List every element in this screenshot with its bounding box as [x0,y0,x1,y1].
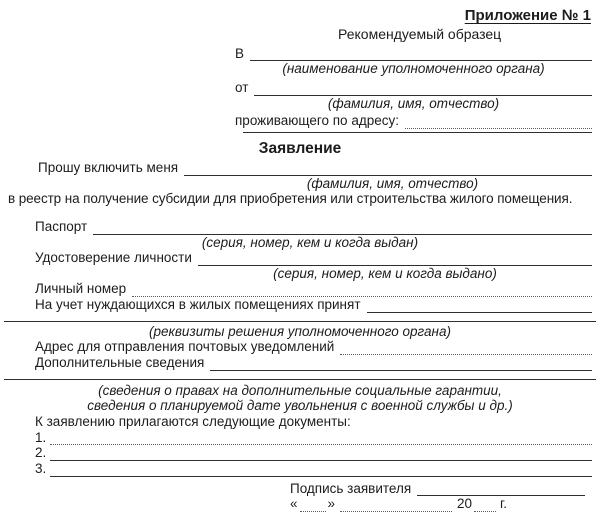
postal-address-field [35,339,592,355]
applicant-name-input-line[interactable] [254,83,592,96]
separator-line [4,321,596,322]
authority-field [235,46,592,62]
date-year-prefix: 20 [456,496,472,512]
decision-caption: (реквизиты решения уполномоченного органа) [149,323,451,339]
postal-address-input-line[interactable] [340,342,592,355]
personal-number-field [35,281,592,297]
guarantees-caption-line2: сведения о планируемой дате увольнения с военной службы и др.) [87,398,513,414]
applicant-name-field-label: от [235,79,249,95]
document-item-input-line-3[interactable] [50,464,592,477]
residing-address-input-line[interactable] [405,116,592,129]
identity-card-field [35,250,592,266]
date-year-suffix: г. [499,496,507,512]
residing-address-field-line2 [243,129,592,133]
documents-intro-text: К заявлению прилагаются следующие документы: [35,414,351,430]
document-list-item [35,430,592,446]
passport-input-line[interactable] [93,222,592,235]
personal-number-field-label: Личный номер [35,281,127,297]
authority-field-label: В [235,45,245,61]
appendix-heading [8,4,592,24]
additional-info-input-line[interactable] [210,358,592,371]
date-day-input-line[interactable] [300,499,326,512]
request-name-input-line[interactable] [184,163,592,176]
postal-address-field-label: Адрес для отправления почтовых уведомлений [35,339,335,355]
passport-field [35,219,592,235]
signature-field-label: Подпись заявителя [290,480,412,496]
request-caption: (фамилия, имя, отчество) [306,175,479,191]
authority-caption: (наименование уполномоченного органа) [282,61,545,77]
additional-info-field-label: Дополнительные сведения [35,355,205,371]
applicant-name-caption: (фамилия, имя, отчество) [327,95,500,111]
identity-card-field-label: Удостоверение личности [35,250,192,266]
signature-field [290,481,585,497]
document-item-input-line-2[interactable] [50,448,592,461]
residing-address-input-line2[interactable] [243,129,592,133]
housing-register-input-line[interactable] [367,300,592,313]
identity-card-input-line[interactable] [198,253,592,266]
document-item-number: 2. [35,445,47,461]
request-field [38,160,592,176]
personal-number-input-line[interactable] [132,284,592,297]
separator-line [4,379,596,380]
residing-address-label: проживающего по адресу: [235,113,399,129]
authority-caption-row [235,61,592,77]
date-open-quote: « [290,496,298,512]
housing-register-field [35,297,592,313]
date-close-quote: » [327,496,336,512]
document-item-number: 3. [35,461,47,477]
date-year-input-line[interactable] [474,499,496,512]
authority-input-line[interactable] [250,48,592,61]
passport-caption: (серия, номер, кем и когда выдан) [201,234,419,250]
identity-card-caption: (серия, номер, кем и когда выдано) [273,265,497,281]
recommended-sample-label: Рекомендуемый образец [338,26,502,43]
applicant-name-field [235,80,592,96]
request-caption-row [193,176,592,192]
additional-info-field [35,355,592,371]
date-field [290,496,507,512]
guarantees-caption-line1: (сведения о правах на дополнительные социальные гарантии, [98,382,502,398]
document-title: Заявление [258,139,342,157]
document-list-item [35,445,592,461]
request-field-label: Прошу включить меня [38,159,179,175]
passport-field-label: Паспорт [35,218,88,234]
document-item-input-line-1[interactable] [50,432,592,445]
residing-address-field [235,113,592,129]
document-item-number: 1. [35,429,47,445]
date-month-input-line[interactable] [340,499,452,512]
document-list-item [35,461,592,477]
signature-input-line[interactable] [417,483,585,496]
request-continuation-text: в реестр на получение субсидии для приобретения или строительства жилого помещения. [8,191,573,207]
appendix-heading-text: Приложение № 1 [464,7,591,24]
applicant-name-caption-row [235,96,592,112]
housing-register-field-label: На учет нуждающихся в жилых помещениях принят [35,297,361,313]
